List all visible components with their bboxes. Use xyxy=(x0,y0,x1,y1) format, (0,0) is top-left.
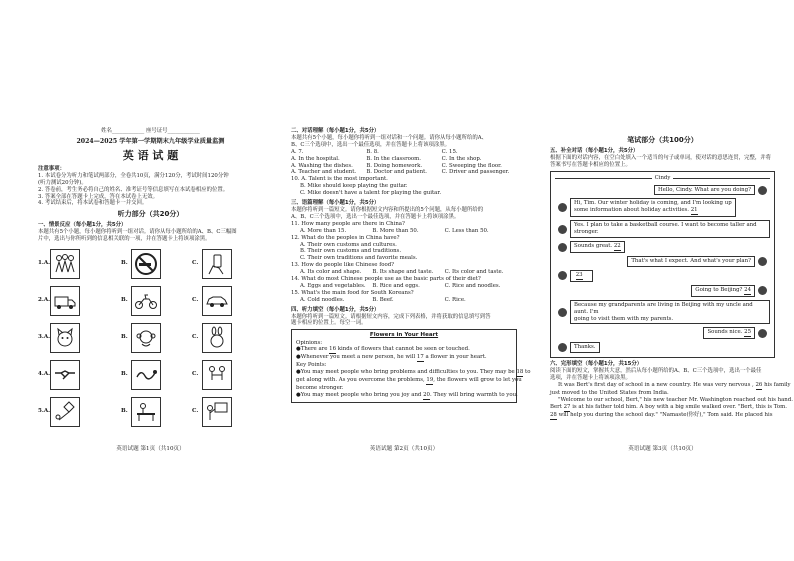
question-11-options xyxy=(291,228,517,235)
table-line: get along with. As you overcome the problems, 19, the flowers will grow to let you xyxy=(296,377,522,384)
option-b: B. Mike should keep playing the guitar. xyxy=(300,183,408,190)
option-c-label: C. xyxy=(192,370,199,377)
blank-27[interactable]: 27 xyxy=(563,403,571,410)
kids-holding-hands-icon xyxy=(202,360,232,390)
section-5-instruction: 答案书写在答题卡相应的位置上。 xyxy=(550,161,631,168)
avatar xyxy=(558,308,567,317)
section-3-instruction: 本题你将听到一篇短文。请你根据短文内容和所提出的5个问题，从每小题所给的 xyxy=(291,206,484,213)
chat-message: Going to Beijing? 24 xyxy=(555,285,770,297)
blank-23[interactable]: 23 xyxy=(575,271,583,278)
question-13: 13. How do people like Chinese food? xyxy=(291,262,395,269)
option-c: C. Less than 50. xyxy=(444,227,489,234)
option-c: C. Rice and noodles. xyxy=(444,282,501,289)
option-b-label: B. xyxy=(121,296,128,303)
option-a: A. More than 15. xyxy=(300,227,347,234)
option-b-label: B. xyxy=(121,407,128,414)
blank-25[interactable]: 25 xyxy=(744,329,751,336)
question-15-options xyxy=(291,297,517,304)
option-a: A. 7. xyxy=(291,148,304,155)
avatar xyxy=(558,243,567,252)
blank-19[interactable]: 19 xyxy=(426,377,434,384)
table-line: become stronger. xyxy=(296,384,344,391)
note-line: (听力测试20分钟)。 xyxy=(38,179,87,186)
question-11: 11. How many people are there in China? xyxy=(291,220,405,227)
passage-line: just moved to the United States from India. xyxy=(550,389,669,396)
note-line: 3. 答案全部在答题卡上完成，答在本试卷上无效。 xyxy=(38,193,159,200)
chat-message: That's what I expect. And what's your plan? xyxy=(555,256,770,267)
table-line: ●You may meet people who bring you joy and 20. They will bring warmth to you. xyxy=(296,391,518,398)
page-1-footer: 英语试题 第1页（共10页） xyxy=(116,446,185,452)
option-b: B. Its shape and taste. xyxy=(372,269,434,276)
question-12: 12. What do the peoples in China have? xyxy=(291,234,400,241)
question-15: 15. What's the main food for South Koreans? xyxy=(291,289,414,296)
note-line: 1. 本试卷分为听力和笔试两部分，全卷共10页，满分120分，考试时间120分钟 xyxy=(38,172,229,179)
passage-line: Bert 27 is at his father told him. A boy with a big smile walked over. "Bert, this is Tom. xyxy=(550,403,787,410)
section-4-instruction: 题卡相应的位置上。每空一词。 xyxy=(291,320,367,327)
note-line: 2. 答卷前，考生务必将自己的姓名、准考证号等信息填写在本试卷相应的位置。 xyxy=(38,186,229,193)
page-1-column xyxy=(38,128,263,430)
section-4-title: 四、听力填空（每小题1分，共5分） xyxy=(291,306,380,313)
picture-row xyxy=(38,282,263,319)
question-9 xyxy=(291,169,517,176)
section-5-instruction: 根据下面的对话内容，在空白处填入一个适当的句子或单词，使对话的意思连贯，完整，并将 xyxy=(550,154,772,161)
chat-message: Sounds nice. 25 xyxy=(555,327,770,339)
table-line: ●There are 16 kinds of flowers that cannot be seen or touched. xyxy=(296,346,470,353)
chat-window xyxy=(550,171,775,359)
chat-message: Hello, Cindy. What are you doing? xyxy=(555,185,770,196)
section-3-title: 三、语篇理解（每小题1分，共5分） xyxy=(291,200,380,207)
blank-22[interactable]: 22 xyxy=(613,243,621,250)
section-6-instruction: 阅读下面的短文，掌握其大意，然后从每小题所给的A、B、C三个选项中，选出一个最佳 xyxy=(550,368,762,375)
question-10: 10. A. Talent is the most important. xyxy=(291,176,388,183)
notes-title: 注意事项： xyxy=(38,165,65,172)
option-c: C. 15. xyxy=(441,148,458,155)
exam-line: 2024—2025 学年第一学期期末九年级学业质量监测 xyxy=(76,137,225,145)
option-a: A. In the hospital. xyxy=(291,155,340,162)
people-group-icon xyxy=(50,249,80,279)
avatar xyxy=(558,343,567,352)
picture-row xyxy=(38,356,263,393)
blank-26[interactable]: 26 xyxy=(755,381,763,388)
picture-row xyxy=(38,245,263,282)
opinions-label: Opinions: xyxy=(296,339,323,346)
section-1-instruction: 本题共有5个小题，每小题你将听到一组对话。请你从每小题所给的A、B、C三幅图 xyxy=(38,229,237,236)
section-3-instruction: A、B、C三个选项中，选出一个最佳选项，并在答题卡上将该项涂黑。 xyxy=(291,213,460,220)
option-c: C. Its color and taste. xyxy=(444,269,504,276)
blank-16[interactable]: 16 xyxy=(329,346,337,353)
section-2-instruction: B、C三个选项中，选出一个最佳选项，并在答题卡上将该项涂黑。 xyxy=(291,141,451,148)
section-2-title: 二、对话理解（每小题1分，共5分） xyxy=(291,128,380,134)
writing-desk-icon xyxy=(131,397,161,427)
option-c: C. Driver and passenger. xyxy=(441,169,510,176)
key-points-label: Key Points: xyxy=(296,362,327,369)
blank-21[interactable]: 21 xyxy=(690,207,698,214)
kite-flying-icon xyxy=(50,397,80,427)
handshake-icon xyxy=(50,360,80,390)
picture-grid xyxy=(38,245,263,430)
option-b-label: B. xyxy=(121,259,128,266)
option-a: A. Washing the dishes. xyxy=(291,162,353,169)
chat-message: Hi, Tim. Our winter holiday is coming, and I'm looking up some information about holiday activities. 21 xyxy=(555,198,770,217)
option-c-label: C. xyxy=(192,407,199,414)
passage-line: 28 will help you during the school day." "Namaste(你好)," Tom said. He placed his xyxy=(550,411,773,418)
listening-part-title: 听力部分（共20分） xyxy=(117,210,184,219)
section-6-title: 六、完形填空（每小题1分，共15分） xyxy=(550,361,643,368)
table-line: ●Whenever you meet a new person, he will 17 a flower in your heart. xyxy=(296,354,487,361)
blank-24[interactable]: 24 xyxy=(744,286,751,293)
option-c-label: C. xyxy=(192,296,199,303)
hand-holding-phone-icon xyxy=(202,249,232,279)
picture-row-number: 5.A. xyxy=(38,407,51,414)
chat-contact-name: Cindy xyxy=(654,174,671,181)
page-2-footer: 英语试题 第2页（共10页） xyxy=(369,446,439,452)
avatar xyxy=(758,257,767,266)
avatar xyxy=(558,271,567,280)
option-b: B. Rice and eggs. xyxy=(372,282,420,289)
note-line: 4. 考试结束后，将本试卷和答题卡一并交回。 xyxy=(38,200,148,207)
no-smoking-icon xyxy=(131,249,161,279)
truck-icon xyxy=(50,286,80,316)
option-a: A. Eggs and vegetables. xyxy=(300,282,366,289)
picture-row-number: 2.A. xyxy=(38,296,51,303)
question-13-options xyxy=(291,269,517,276)
blank-17[interactable]: 17 xyxy=(416,354,424,361)
written-part-title: 笔试部分（共100分） xyxy=(627,136,698,144)
rabbit-icon xyxy=(202,323,232,353)
option-b-label: B. xyxy=(121,370,128,377)
option-b: B. More than 50. xyxy=(372,227,419,234)
table-title: Flowers in Your Heart xyxy=(369,332,439,339)
picture-row-number: 3.A. xyxy=(38,333,51,340)
section-6-instruction: 选项，并在答题卡上将该项涂黑。 xyxy=(550,375,631,382)
motorcycle-icon xyxy=(131,286,161,316)
chat-message xyxy=(555,270,770,282)
page-3-column xyxy=(550,136,793,420)
picture-row xyxy=(38,319,263,356)
chat-message: Thanks. xyxy=(555,342,770,353)
option-b: B. Their own customs and traditions. xyxy=(300,248,402,255)
question-6 xyxy=(291,149,517,156)
option-b: B. Doctor and patient. xyxy=(366,169,427,176)
option-b: B. Beef. xyxy=(372,296,394,303)
option-a: A. Teacher and student. xyxy=(291,169,357,176)
picture-row xyxy=(38,393,263,430)
question-14: 14. What do most Chinese people use as the basic parts of their diet? xyxy=(291,276,481,283)
header-fields: 姓名____________ 座号证号____________ xyxy=(101,128,200,134)
blank-28[interactable]: 28 xyxy=(550,411,557,418)
chat-header xyxy=(555,175,770,182)
option-a: A. Its color and shape. xyxy=(300,269,362,276)
blank-20[interactable]: 20 xyxy=(423,391,430,398)
section-5-title: 五、补全对话（每小题1分，共5分） xyxy=(550,147,639,154)
question-14-options xyxy=(291,283,517,290)
chat-message: Because my grandparents are living in Beijing with my uncle and aunt. I'm going to visit them with my parents. xyxy=(555,300,770,325)
option-b: B. Doing homework. xyxy=(366,162,423,169)
passage-line: "Welcome to our school, Bert," his new teacher Mr. Washington reached out his hand. xyxy=(558,396,793,403)
option-c: C. Mike doesn't have a talent for playing the guitar. xyxy=(300,190,442,197)
option-c-label: C. xyxy=(192,259,199,266)
chat-message: Sounds great. 22 xyxy=(555,241,770,253)
question-8 xyxy=(291,163,517,170)
option-c: C. Rice. xyxy=(444,296,466,303)
picture-row-number: 4.A. xyxy=(38,370,51,377)
option-c-label: C. xyxy=(192,333,199,340)
question-7 xyxy=(291,156,517,163)
option-a: A. Their own customs and cultures. xyxy=(300,241,397,248)
passage-line: It was Bert's first day of school in a new country. He was very nervous , 26 his family xyxy=(558,381,791,388)
table-line: ●You may meet people who bring problems and difficulties to you. They may be 18 to xyxy=(296,369,531,376)
section-1-instruction: 片中，选出与你所听到的信息相关联的一项，并在答题卡上将该项涂黑。 xyxy=(38,236,211,243)
exam-title: 英 语 试 题 xyxy=(122,148,179,162)
section-2-instruction: 本题共有5个小题，每小题你将听到一组对话和一个问题。请你从每小题所给的A、 xyxy=(291,134,487,141)
option-c: C. Their own traditions and favorite meals. xyxy=(300,255,418,262)
cat-icon xyxy=(50,323,80,353)
flowers-table xyxy=(291,329,531,402)
blank-18[interactable]: 18 xyxy=(516,369,524,376)
avatar xyxy=(758,186,767,195)
option-b: B. 8. xyxy=(366,148,379,155)
page-2-column xyxy=(291,128,531,403)
option-a: A. Cold noodles. xyxy=(300,296,345,303)
teacher-board-icon xyxy=(202,397,232,427)
chat-message: Yes. I plan to take a basketball course. I want to become taller and stronger. xyxy=(555,220,770,238)
option-c: C. In the shop. xyxy=(441,155,482,162)
picture-row-number: 1.A. xyxy=(38,259,51,266)
avatar xyxy=(558,225,567,234)
section-1-title: 一、情景反应（每小题1分，共5分） xyxy=(38,222,127,229)
avatar xyxy=(558,203,567,212)
option-b-label: B. xyxy=(121,333,128,340)
monkey-icon xyxy=(131,323,161,353)
section-4-instruction: 本题你将听到一篇短文。请根据短文内容，完成下列表格，并将获取的信息填写到答 xyxy=(291,313,491,320)
page-3-footer: 英语试题 第3页（共10页） xyxy=(628,446,697,452)
avatar xyxy=(758,329,767,338)
car-icon xyxy=(202,286,232,316)
dragon-dance-icon xyxy=(131,360,161,390)
avatar xyxy=(758,286,767,295)
option-b: B. In the classroom. xyxy=(366,155,421,162)
option-c: C. Sweeping the floor. xyxy=(441,162,502,169)
